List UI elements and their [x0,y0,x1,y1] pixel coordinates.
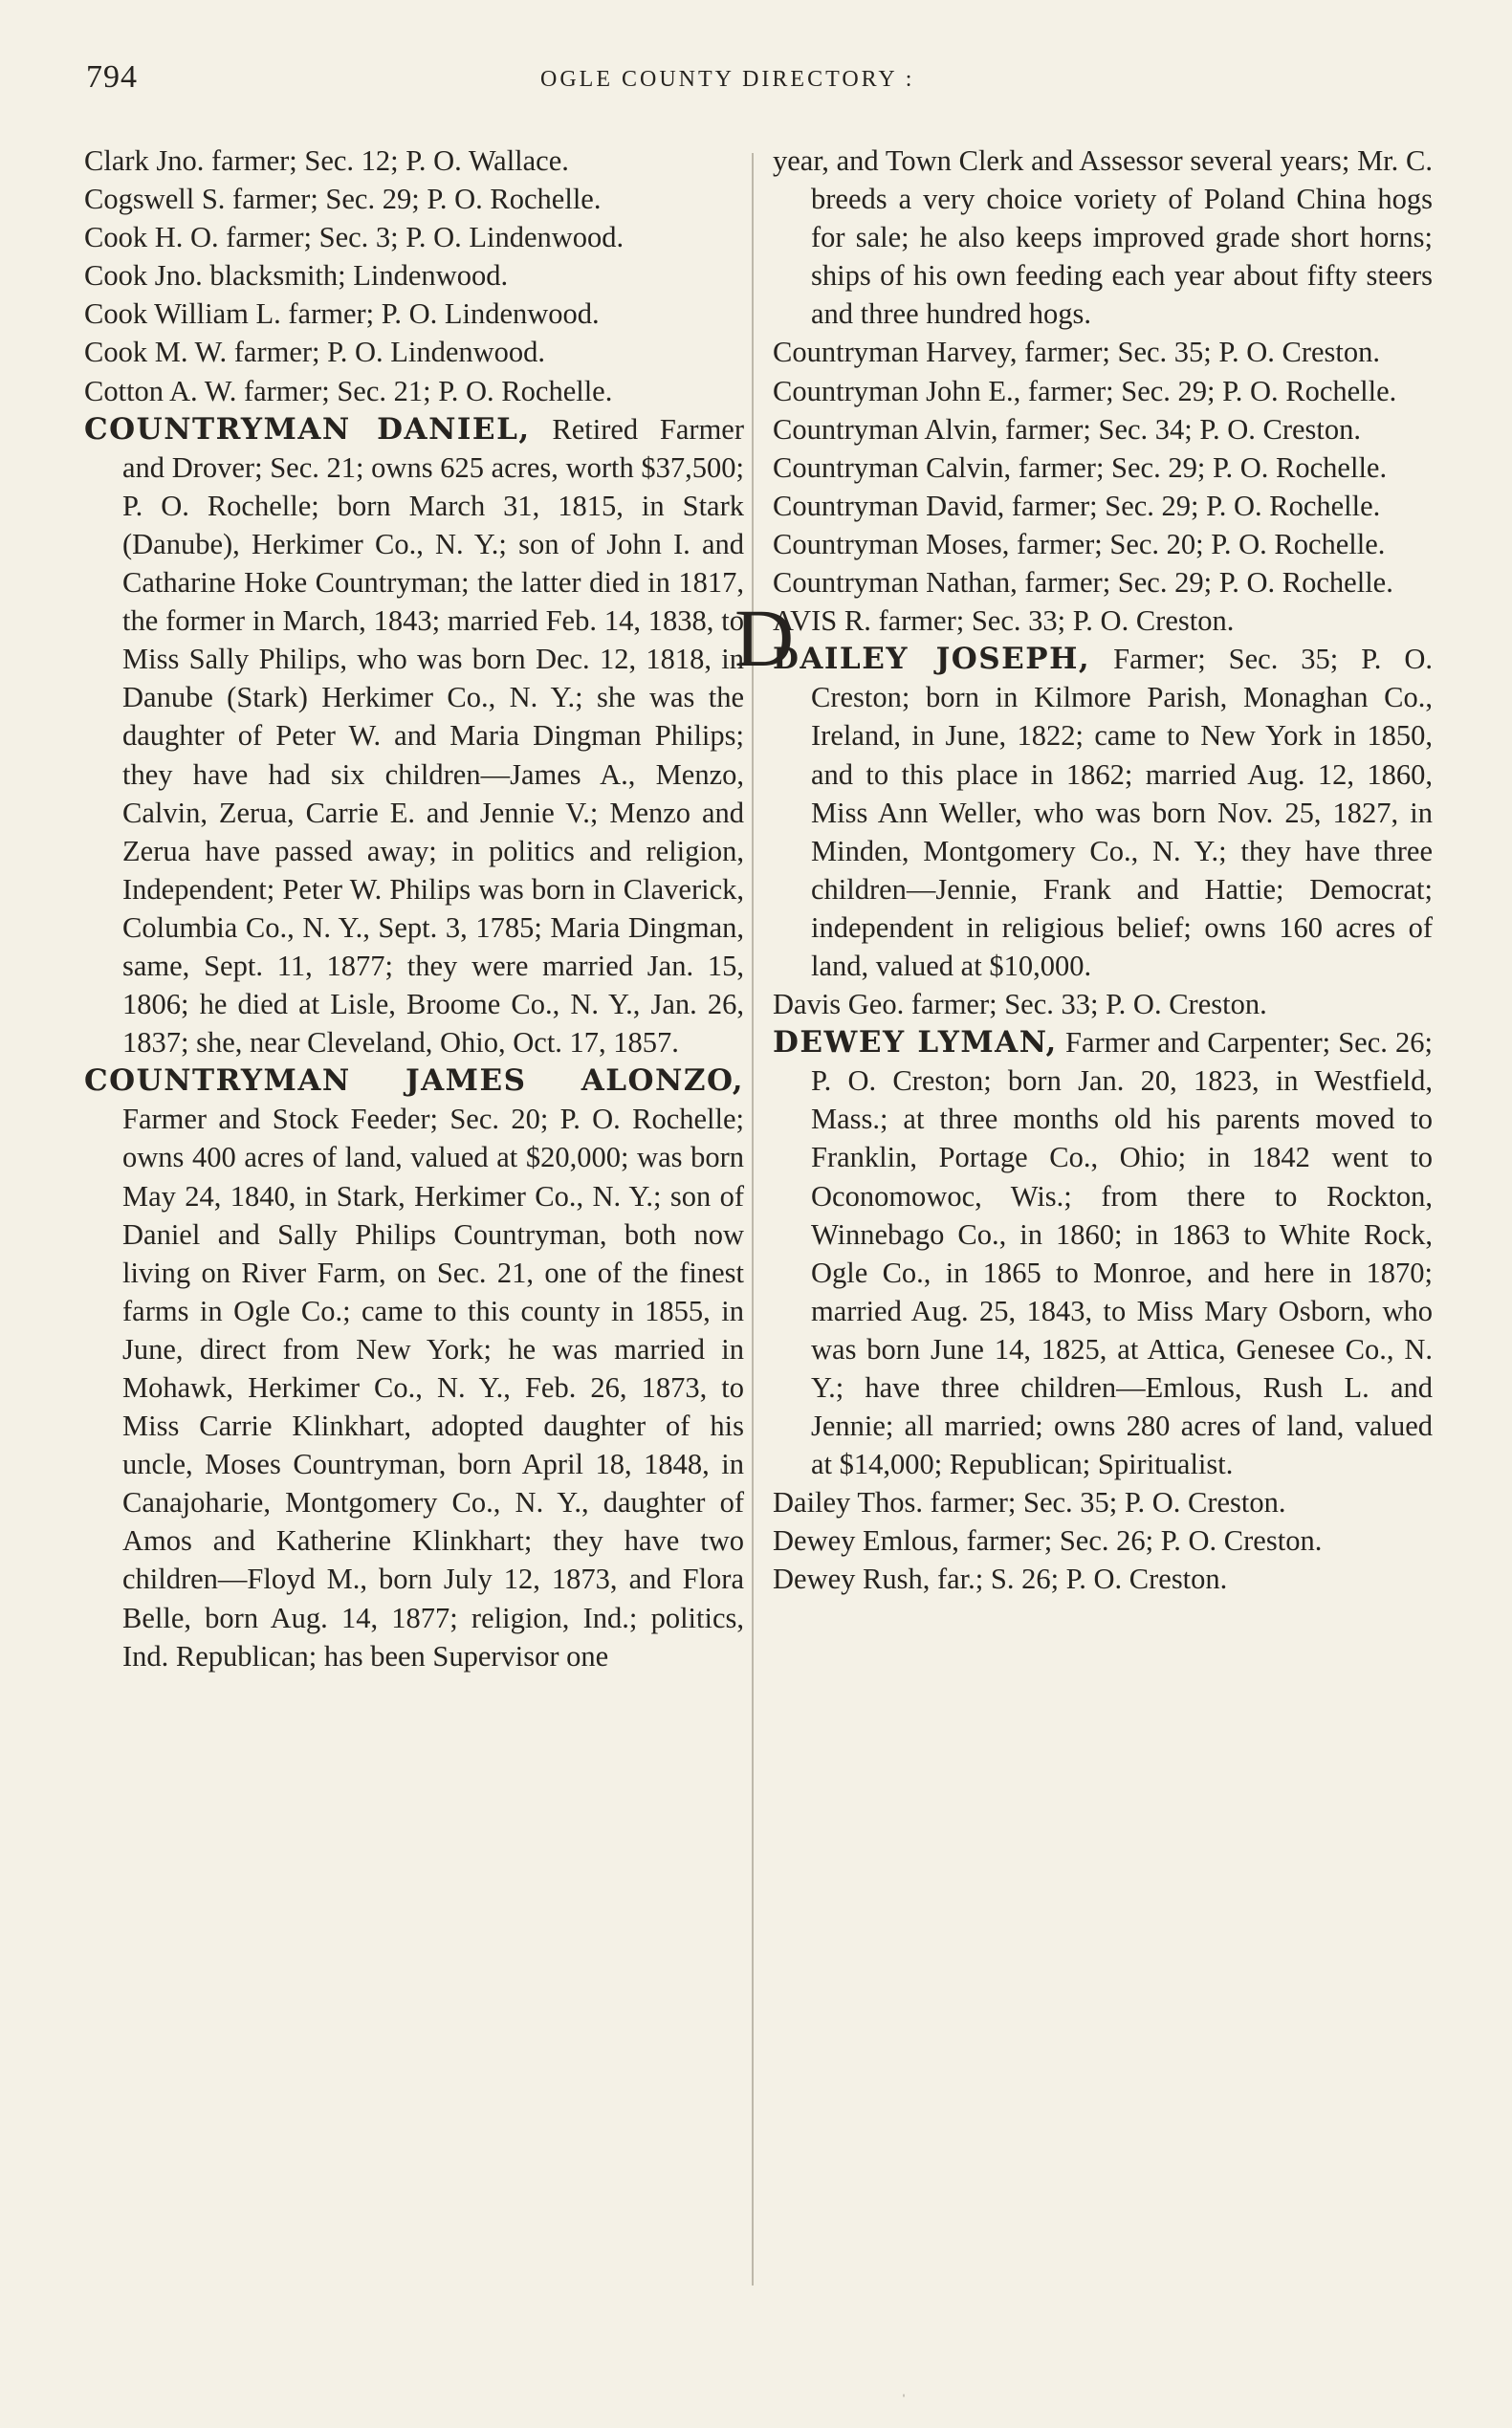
running-head: OGLE COUNTY DIRECTORY : [540,67,915,92]
directory-entry [84,218,744,256]
entry-text: Cogswell S. farmer; Sec. 29; P. O. Rochelle. [84,183,602,216]
entry-text: Countryman Calvin, farmer; Sec. 29; P. O. Rochelle. [773,450,1388,484]
directory-entry [84,295,744,333]
entry-text: Dailey Thos. farmer; Sec. 35; P. O. Creston. [773,1486,1286,1520]
directory-entry [773,410,1433,448]
entry-text: Cook H. O. farmer; Sec. 3; P. O. Lindenwood. [84,221,625,254]
entry-text: Cotton A. W. farmer; Sec. 21; P. O. Rochelle. [84,374,613,407]
entry-text: Farmer; Sec. 35; P. O. Creston; born in Kilmore Parish, Monaghan Co., Ireland, in June, 1822; came to New York in 1850, and to this place in 1862; married Aug. 12, 1860, Miss Ann Weller, who was born Nov. 25, 1827, in Minden, Montgomery Co., N. Y.; they have three children—Jennie, Frank and Hattie; Democrat; independent in religious belief; owns 160 acres of land, valued at $10,000. [811,643,1433,982]
directory-entry [84,372,744,410]
entry-text: Countryman Harvey, farmer; Sec. 35; P. O. Creston. [773,336,1381,369]
entry-name: COUNTRYMAN DANIEL, [84,411,531,447]
entry-text: Countryman Moses, farmer; Sec. 20; P. O. Rochelle. [773,527,1386,560]
right-column-entries [734,333,1433,1598]
entry-text: Clark Jno. farmer; Sec. 12; P. O. Wallace. [84,144,569,177]
entry-text: Countryman Nathan, farmer; Sec. 29; P. O. Rochelle. [773,566,1393,600]
directory-entry [84,142,744,180]
entry-text: Retired Farmer and Drover; Sec. 21; owns 625 acres, worth $37,500; P. O. Rochelle; born March 31, 1815, in Stark (Danube), Herkimer Co., N. Y.; son of John I. and Catharine Hoke Countryman; the latter died in 1817, the former in March, 1843; married Feb. 14, 1838, to Miss Sally Philips, who was born Dec. 12, 1818, in Danube (Stark) Herkimer Co., N. Y.; she was the daughter of Peter W. and Maria Dingman Philips; they have had six children—James A., Menzo, Calvin, Zerua, Carrie E. and Jennie V.; Menzo and Zerua have passed away; in politics and religion, Independent; Peter W. Philips was born in Claverick, Columbia Co., N. Y., Sept. 3, 1785; Maria Dingman, same, Sept. 11, 1877; they were married Jan. 15, 1806; he died at Lisle, Broome Co., N. Y., Jan. 26, 1837; she, near Cleveland, Ohio, Oct. 17, 1857. [122,412,744,1060]
directory-entry [84,256,744,295]
entry-text: Countryman David, farmer; Sec. 29; P. O. Rochelle. [773,489,1381,522]
right-column [734,142,1433,1599]
entry-text: Dewey Emlous, farmer; Sec. 26; P. O. Creston. [773,1524,1323,1558]
directory-entry [84,333,744,371]
column-divider [752,153,754,2286]
page-number: 794 [86,59,138,95]
directory-entry [773,333,1433,371]
entry-name: DEWEY LYMAN, [773,1025,1058,1061]
entry-text: Dewey Rush, far.; S. 26; P. O. Creston. [773,1563,1228,1596]
page-speck: ˈ [901,2391,907,2410]
directory-entry [773,985,1433,1023]
directory-entry [773,563,1433,602]
entry-name: DAILEY JOSEPH, [773,642,1091,677]
entry-name: COUNTRYMAN JAMES ALONZO, [84,1063,744,1099]
entry-text: Cook William L. farmer; P. O. Lindenwood. [84,297,600,331]
directory-entry [773,640,1433,985]
entry-text: Cook M. W. farmer; P. O. Lindenwood. [84,336,546,369]
directory-entry [84,180,744,218]
entry-text: Countryman John E., farmer; Sec. 29; P. O. Rochelle. [773,374,1397,407]
directory-entry [773,372,1433,410]
directory-entry [773,1023,1433,1483]
entry-text: AVIS R. farmer; Sec. 33; P. O. Creston. [773,604,1235,638]
directory-entry [773,1560,1433,1598]
continued-entry: year, and Town Clerk and Assessor several years; Mr. C. breeds a very choice voriety of Poland China hogs for sale; he also keeps improved grade short horns; ships of his own feeding each year about fifty steers and three hundred hogs. [773,144,1433,331]
directory-entry [773,448,1433,487]
directory-entry [773,525,1433,563]
directory-entry [773,1483,1433,1521]
page-header [86,59,1425,107]
directory-entry [84,410,744,1062]
entry-text: Davis Geo. farmer; Sec. 33; P. O. Creston. [773,988,1267,1021]
entry-text: Farmer and Carpenter; Sec. 26; P. O. Creston; born Jan. 20, 1823, in Westfield, Mass.; at three months old his parents moved to Franklin, Portage Co., Ohio; in 1842 went to Oconomowoc, Wis.; from there to Rockton, Winnebago Co., in 1860; in 1863 to White Rock, Ogle Co., in 1865 to Monroe, and here in 1870; married Aug. 25, 1843, to Miss Mary Osborn, who was born June 14, 1825, at Attica, Genesee Co., N. Y.; have three children—Emlous, Rush L. and Jennie; all married; owns 280 acres of land, valued at $14,000; Republican; Spiritualist. [811,1026,1433,1481]
directory-entry [773,487,1433,525]
entry-text: Farmer and Stock Feeder; Sec. 20; P. O. Rochelle; owns 400 acres of land, valued at $20,000; was born May 24, 1840, in Stark, Herkimer Co., N. Y.; son of Daniel and Sally Philips Countryman, both now living on River Farm, on Sec. 21, one of the finest farms in Ogle Co.; came to this county in 1855, in June, direct from New York; he was married in Mohawk, Herkimer Co., N. Y., Feb. 26, 1873, to Miss Carrie Klinkhart, adopted daughter of his uncle, Moses Countryman, born April 18, 1848, in Canajoharie, Montgomery Co., N. Y., daughter of Amos and Katherine Klinkhart; they have two children—Floyd M., born July 12, 1873, and Flora Belle, born Aug. 14, 1877; religion, Ind.; politics, Ind. Republican; has been Supervisor one [122,1103,744,1673]
directory-entry [84,1061,744,1675]
directory-entry [773,1521,1433,1560]
entry-text: Countryman Alvin, farmer; Sec. 34; P. O. Creston. [773,412,1362,446]
left-column [84,142,744,1675]
entry-text: Cook Jno. blacksmith; Lindenwood. [84,259,509,293]
drop-cap-letter: D [734,592,795,685]
